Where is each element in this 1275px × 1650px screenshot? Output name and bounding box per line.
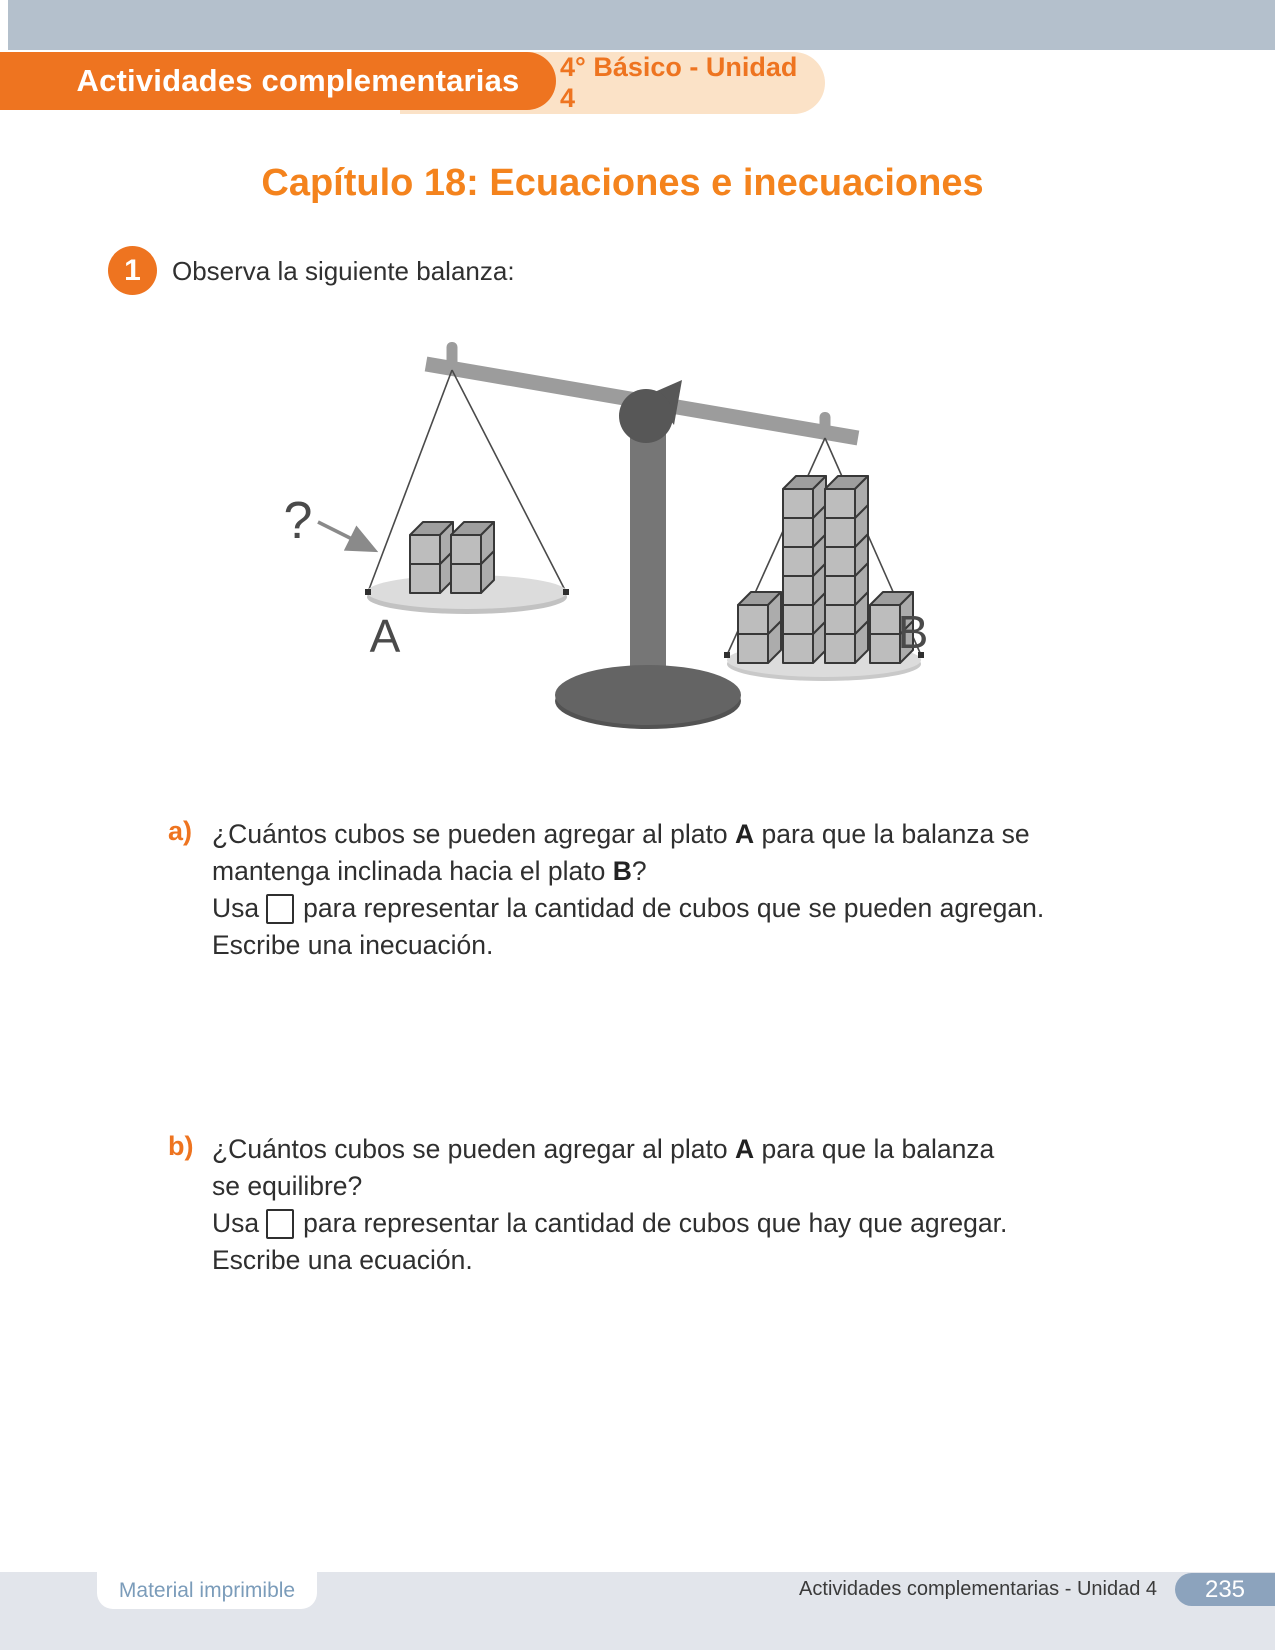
cube-face	[783, 605, 813, 634]
question-line: se equilibre?	[212, 1171, 363, 1201]
cube-face	[825, 634, 855, 663]
scale-pillar	[630, 425, 666, 685]
scale-fulcrum	[619, 389, 673, 443]
page-number-badge	[1175, 1573, 1275, 1606]
cube-face	[825, 547, 855, 576]
cube-face	[783, 547, 813, 576]
page-number: 235	[1204, 1575, 1246, 1603]
cube-face	[451, 535, 481, 564]
plate-a-cubes	[410, 522, 494, 593]
exercise-prompt: Observa la siguiente balanza:	[172, 256, 515, 286]
text-fragment: mantenga inclinada hacia el plato	[212, 856, 613, 886]
cube-face	[738, 605, 768, 634]
attach-mark	[724, 652, 730, 658]
exercise-number-badge	[108, 246, 157, 295]
cube-face	[783, 489, 813, 518]
cube-face	[870, 605, 900, 634]
cube-face	[783, 634, 813, 663]
question-line	[212, 1131, 1072, 1168]
plate-b-cubes	[738, 476, 913, 663]
cube-face	[825, 518, 855, 547]
text-fragment: para que la balanza se	[754, 819, 1030, 849]
cube-face	[825, 605, 855, 634]
text-fragment: Usa	[212, 893, 260, 923]
question-mark-annotation: ?	[283, 492, 313, 550]
attach-mark	[563, 589, 569, 595]
attach-mark	[365, 589, 371, 595]
question-line	[212, 1205, 1072, 1242]
question-line	[212, 890, 1072, 927]
answer-box-symbol	[266, 1209, 294, 1239]
cube-face	[783, 518, 813, 547]
plate-b-ref: B	[612, 856, 632, 886]
cube-face	[410, 564, 440, 593]
section-banner-label: Actividades complementarias	[76, 63, 520, 98]
text-fragment: ¿Cuántos cubos se pueden agregar al plato	[212, 819, 735, 849]
cube-face	[783, 576, 813, 605]
question-b-text	[212, 1131, 1072, 1279]
question-a-label: a)	[168, 816, 193, 846]
cube-face	[451, 564, 481, 593]
text-fragment: ¿Cuántos cubos se pueden agregar al plato	[212, 1134, 735, 1164]
cube-face	[825, 489, 855, 518]
question-line	[212, 816, 1072, 853]
question-arrow	[318, 522, 372, 549]
footer-section-text: Actividades complementarias - Unidad 4	[799, 1578, 1157, 1600]
question-line	[212, 853, 1072, 890]
exercise-number: 1	[124, 253, 141, 287]
plate-a-label: A	[369, 610, 401, 662]
section-banner	[0, 52, 556, 110]
plate-b-label: B	[897, 606, 929, 658]
top-color-bar	[8, 0, 1275, 50]
cube-face	[410, 535, 440, 564]
question-line: Escribe una inecuación.	[212, 930, 494, 960]
footer-material-label: Material imprimible	[118, 1578, 296, 1602]
question-b-label: b)	[168, 1131, 194, 1161]
question-line: Escribe una ecuación.	[212, 1245, 473, 1275]
cube-face	[738, 634, 768, 663]
page-title: Capítulo 18: Ecuaciones e inecuaciones	[261, 162, 984, 204]
scale-base	[555, 665, 741, 725]
plate-a-ref: A	[735, 819, 755, 849]
plate-a-ref: A	[735, 1134, 755, 1164]
text-fragment: Usa	[212, 1208, 260, 1238]
text-fragment: para que la balanza	[754, 1134, 995, 1164]
text-fragment: para representar la cantidad de cubos que hay que agregar.	[303, 1208, 1008, 1238]
question-a-text	[212, 816, 1072, 964]
text-fragment: ?	[631, 856, 647, 886]
balance-scale-figure	[250, 330, 950, 730]
cube-face	[870, 634, 900, 663]
footer-material-tab	[97, 1572, 317, 1609]
answer-box-symbol	[266, 894, 294, 924]
text-fragment: para representar la cantidad de cubos que se pueden agregan.	[303, 893, 1045, 923]
cube-face	[825, 576, 855, 605]
unit-tab-label: 4° Básico - Unidad 4	[560, 52, 798, 113]
